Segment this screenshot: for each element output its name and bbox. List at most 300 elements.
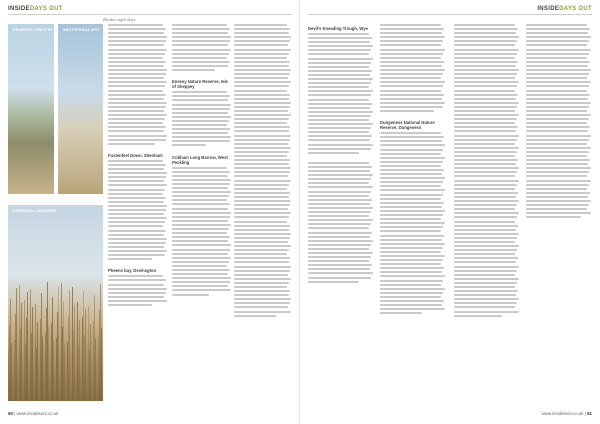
body-text-line bbox=[108, 122, 163, 124]
body-text-line bbox=[172, 277, 231, 279]
page-footer bbox=[8, 411, 58, 416]
body-text-line bbox=[234, 126, 290, 128]
body-text-line bbox=[308, 99, 369, 101]
body-text-line bbox=[172, 232, 227, 234]
body-text-line bbox=[526, 73, 589, 75]
body-text-line bbox=[234, 175, 288, 177]
body-text-line bbox=[454, 28, 518, 30]
body-text-line bbox=[380, 69, 445, 71]
body-text-line bbox=[108, 205, 167, 207]
body-text-line bbox=[234, 85, 289, 87]
body-text-line bbox=[234, 24, 287, 26]
body-text-line bbox=[108, 292, 166, 294]
paragraph-gap bbox=[108, 262, 168, 266]
body-text-line bbox=[380, 239, 442, 241]
body-text-line bbox=[108, 176, 166, 178]
body-text-line bbox=[454, 274, 515, 276]
body-text-line bbox=[308, 152, 359, 154]
body-text-line bbox=[380, 144, 445, 146]
body-text-line bbox=[308, 66, 369, 68]
body-text-line bbox=[108, 77, 164, 79]
body-text-line bbox=[108, 40, 166, 42]
body-text-line bbox=[526, 40, 589, 42]
body-text-line bbox=[108, 164, 166, 166]
body-text-line bbox=[526, 110, 587, 112]
body-text-line bbox=[172, 199, 227, 201]
body-text-line bbox=[308, 103, 372, 105]
body-text-line bbox=[234, 98, 289, 100]
body-text-line bbox=[454, 167, 519, 169]
reed-stalk bbox=[101, 328, 102, 401]
body-text-line bbox=[172, 224, 231, 226]
body-text-line bbox=[108, 69, 167, 71]
body-text-line bbox=[172, 116, 231, 118]
body-text-line bbox=[380, 110, 434, 112]
body-text-line bbox=[308, 272, 373, 274]
body-text-line bbox=[108, 73, 166, 75]
body-text-line bbox=[172, 244, 231, 246]
body-text-line bbox=[234, 118, 289, 120]
body-text-line bbox=[454, 118, 517, 120]
body-text-line bbox=[172, 294, 209, 296]
body-text-line bbox=[380, 210, 445, 212]
body-text-line bbox=[172, 281, 230, 283]
body-text-line bbox=[380, 28, 444, 30]
body-text-line bbox=[234, 40, 290, 42]
body-text-line bbox=[108, 49, 167, 51]
body-text-line bbox=[380, 226, 443, 228]
body-text-line bbox=[108, 184, 167, 186]
body-text-line bbox=[380, 194, 443, 196]
body-text-line bbox=[172, 95, 230, 97]
page-number: 60 bbox=[8, 411, 13, 416]
body-text-line bbox=[454, 53, 517, 55]
article-heading: Fustenfeel Down, Shenham bbox=[108, 152, 163, 158]
body-text-line bbox=[308, 70, 372, 72]
body-text-line bbox=[308, 45, 373, 47]
body-text-line bbox=[108, 85, 165, 87]
body-text-line bbox=[172, 24, 227, 26]
paragraph-gap bbox=[172, 149, 232, 153]
reed-stalk bbox=[74, 305, 75, 401]
reed-stalk bbox=[27, 292, 28, 401]
body-text-line bbox=[526, 139, 589, 141]
body-text-line bbox=[526, 106, 589, 108]
body-text-line bbox=[108, 118, 165, 120]
body-text-line bbox=[108, 234, 164, 236]
body-text-line bbox=[234, 261, 289, 263]
body-text-line bbox=[380, 259, 443, 261]
body-text-line bbox=[172, 208, 228, 210]
body-text-line bbox=[234, 249, 289, 251]
body-text-line bbox=[234, 130, 289, 132]
body-text-line bbox=[308, 186, 373, 188]
body-text-line bbox=[526, 28, 590, 30]
body-text-line bbox=[108, 209, 166, 211]
footer-separator: | bbox=[14, 411, 16, 416]
body-text-line bbox=[108, 98, 164, 100]
body-text-line bbox=[526, 212, 591, 214]
body-text-line bbox=[234, 212, 291, 214]
body-text-line bbox=[454, 298, 519, 300]
body-text-line bbox=[380, 275, 445, 277]
body-text-line bbox=[380, 218, 441, 220]
body-text-line bbox=[526, 65, 588, 67]
body-text-line bbox=[308, 82, 371, 84]
body-text-line bbox=[108, 300, 167, 302]
reed-stalk bbox=[21, 303, 22, 401]
body-text-line bbox=[380, 267, 444, 269]
body-text-line bbox=[308, 131, 369, 133]
body-text-line bbox=[308, 119, 369, 121]
body-text-line bbox=[526, 180, 591, 182]
body-text-line bbox=[526, 175, 587, 177]
body-text-line bbox=[308, 199, 372, 201]
body-text-line bbox=[234, 81, 291, 83]
body-text-line bbox=[172, 220, 228, 222]
body-text-line bbox=[108, 81, 167, 83]
body-text-line bbox=[172, 112, 228, 114]
body-text-line bbox=[526, 216, 581, 218]
body-text-line bbox=[108, 288, 167, 290]
body-text-line bbox=[234, 253, 287, 255]
body-text-line bbox=[526, 196, 588, 198]
body-text-line bbox=[172, 132, 228, 134]
body-text-line bbox=[380, 222, 445, 224]
body-text-line bbox=[526, 57, 587, 59]
body-text-line bbox=[308, 219, 373, 221]
body-text-line bbox=[234, 122, 287, 124]
body-text-line bbox=[454, 315, 502, 317]
body-text-line bbox=[454, 306, 515, 308]
body-text-line bbox=[308, 268, 370, 270]
body-text-line bbox=[234, 257, 290, 259]
body-text-line bbox=[108, 114, 167, 116]
body-text-line bbox=[380, 149, 443, 151]
body-text-line bbox=[234, 155, 287, 157]
body-text-line bbox=[108, 296, 164, 298]
body-text-line bbox=[380, 24, 441, 26]
body-text-line bbox=[454, 192, 518, 194]
body-text-line bbox=[380, 73, 443, 75]
body-text-line bbox=[454, 98, 516, 100]
page-number: 61 bbox=[587, 411, 592, 416]
body-text-line bbox=[380, 202, 444, 204]
body-text-line bbox=[454, 229, 516, 231]
body-text-line bbox=[234, 294, 289, 296]
body-text-line bbox=[308, 144, 373, 146]
body-text-line bbox=[380, 90, 441, 92]
body-text-line bbox=[454, 225, 518, 227]
body-text-line bbox=[172, 249, 230, 251]
body-text-line bbox=[380, 49, 445, 51]
body-text-line bbox=[380, 77, 441, 79]
body-text-line bbox=[454, 249, 517, 251]
body-text-line bbox=[526, 155, 587, 157]
body-text-line bbox=[454, 171, 517, 173]
reed-stalk bbox=[48, 326, 49, 401]
header-rule bbox=[8, 14, 292, 15]
body-text-line bbox=[526, 171, 589, 173]
body-text-line bbox=[454, 151, 517, 153]
body-text-line bbox=[380, 189, 445, 191]
body-text-line bbox=[454, 90, 515, 92]
body-text-line bbox=[234, 44, 288, 46]
body-text-line bbox=[172, 57, 227, 59]
body-text-line bbox=[108, 102, 167, 104]
body-text-line bbox=[526, 24, 587, 26]
body-text-line bbox=[454, 261, 516, 263]
body-text-line bbox=[454, 188, 515, 190]
body-text-line bbox=[454, 32, 516, 34]
text-column-7 bbox=[526, 24, 592, 221]
body-text-line bbox=[526, 208, 587, 210]
body-text-line bbox=[526, 130, 588, 132]
body-text-line bbox=[454, 130, 516, 132]
paragraph-gap bbox=[172, 73, 232, 77]
body-text-line bbox=[172, 44, 228, 46]
body-text-line bbox=[526, 200, 591, 202]
body-text-line bbox=[380, 165, 441, 167]
body-text-line bbox=[380, 153, 441, 155]
body-text-line bbox=[172, 191, 231, 193]
body-text-line bbox=[526, 114, 591, 116]
reed-stalk bbox=[53, 341, 54, 401]
section-title: Border sight days bbox=[103, 17, 136, 22]
body-text-line bbox=[526, 147, 591, 149]
body-text-line bbox=[172, 124, 227, 126]
footer-separator: | bbox=[584, 411, 586, 416]
body-text-line bbox=[172, 108, 230, 110]
body-text-line bbox=[308, 166, 372, 168]
body-text-line bbox=[454, 139, 517, 141]
body-text-line bbox=[526, 102, 591, 104]
body-text-line bbox=[234, 143, 288, 145]
body-text-line bbox=[454, 184, 517, 186]
body-text-line bbox=[308, 58, 373, 60]
body-text-line bbox=[108, 284, 164, 286]
body-text-line bbox=[234, 266, 291, 268]
body-text-line bbox=[526, 85, 589, 87]
body-text-line bbox=[172, 128, 230, 130]
body-text-line bbox=[380, 292, 443, 294]
body-text-line bbox=[380, 157, 445, 159]
magazine-brand bbox=[537, 6, 592, 12]
body-text-line bbox=[526, 167, 591, 169]
body-text-line bbox=[108, 193, 163, 195]
body-text-line bbox=[454, 110, 515, 112]
body-text-line bbox=[234, 282, 289, 284]
body-text-line bbox=[172, 49, 231, 51]
body-text-line bbox=[380, 247, 443, 249]
body-text-line bbox=[234, 159, 290, 161]
body-text-line bbox=[172, 40, 230, 42]
body-text-line bbox=[454, 278, 519, 280]
body-text-line bbox=[308, 211, 371, 213]
body-text-line bbox=[308, 170, 370, 172]
body-text-line bbox=[380, 235, 444, 237]
body-text-line bbox=[234, 311, 291, 313]
body-text-line bbox=[172, 228, 229, 230]
body-text-line bbox=[526, 90, 587, 92]
body-text-line bbox=[108, 258, 152, 260]
body-text-line bbox=[234, 180, 291, 182]
page-footer bbox=[542, 411, 592, 416]
body-text-line bbox=[108, 32, 164, 34]
body-text-line bbox=[380, 198, 441, 200]
body-text-line bbox=[234, 171, 290, 173]
body-text-line bbox=[308, 90, 373, 92]
body-text-line bbox=[526, 49, 591, 51]
body-text-line bbox=[234, 192, 290, 194]
body-text-line bbox=[308, 135, 372, 137]
brand-accent: DAYS OUT bbox=[29, 6, 63, 12]
body-text-line bbox=[380, 81, 445, 83]
body-text-line bbox=[308, 207, 373, 209]
body-text-line bbox=[454, 282, 517, 284]
body-text-line bbox=[454, 81, 519, 83]
body-text-line bbox=[380, 85, 443, 87]
body-text-line bbox=[380, 296, 441, 298]
body-text-line bbox=[454, 302, 517, 304]
body-text-line bbox=[454, 69, 519, 71]
body-text-line bbox=[454, 216, 517, 218]
body-text-line bbox=[234, 102, 291, 104]
body-text-line bbox=[108, 238, 167, 240]
body-text-line bbox=[308, 41, 370, 43]
body-text-line bbox=[172, 236, 230, 238]
body-text-line bbox=[454, 290, 518, 292]
body-text-line bbox=[108, 189, 165, 191]
body-text-line bbox=[234, 139, 290, 141]
body-text-line bbox=[172, 91, 227, 93]
text-column-2 bbox=[172, 24, 232, 298]
body-text-line bbox=[454, 159, 518, 161]
body-text-line bbox=[380, 300, 444, 302]
body-text-line bbox=[380, 40, 443, 42]
photo-1 bbox=[8, 24, 54, 194]
body-text-line bbox=[108, 160, 163, 162]
body-text-line bbox=[172, 28, 230, 30]
body-text-line bbox=[234, 49, 291, 51]
body-text-line bbox=[308, 178, 371, 180]
body-text-line bbox=[454, 245, 519, 247]
body-text-line bbox=[308, 148, 371, 150]
body-text-line bbox=[454, 253, 515, 255]
body-text-line bbox=[380, 271, 442, 273]
body-text-line bbox=[308, 37, 372, 39]
body-text-line bbox=[234, 135, 291, 137]
body-text-line bbox=[108, 201, 164, 203]
body-text-line bbox=[526, 151, 589, 153]
body-text-line bbox=[454, 57, 515, 59]
body-text-line bbox=[526, 192, 590, 194]
body-text-line bbox=[234, 65, 289, 67]
body-text-line bbox=[234, 69, 291, 71]
body-text-line bbox=[454, 126, 518, 128]
body-text-line bbox=[526, 159, 590, 161]
body-text-line bbox=[526, 53, 589, 55]
body-text-line bbox=[526, 204, 589, 206]
body-text-line bbox=[526, 135, 591, 137]
body-text-line bbox=[454, 233, 519, 235]
body-text-line bbox=[234, 77, 288, 79]
body-text-line bbox=[454, 241, 515, 243]
body-text-line bbox=[234, 200, 291, 202]
reed-stalk bbox=[11, 343, 12, 401]
reed-stalk bbox=[37, 322, 38, 401]
body-text-line bbox=[108, 279, 166, 281]
body-text-line bbox=[526, 143, 587, 145]
body-text-line bbox=[108, 217, 167, 219]
photo-2 bbox=[58, 24, 103, 194]
body-text-line bbox=[308, 111, 373, 113]
body-text-line bbox=[172, 240, 228, 242]
article-heading: Pheens bay, Devinsgton bbox=[108, 268, 157, 274]
body-text-line bbox=[308, 256, 371, 258]
body-text-line bbox=[454, 270, 517, 272]
body-text-line bbox=[308, 240, 373, 242]
body-text-line bbox=[234, 204, 290, 206]
body-text-line bbox=[454, 61, 518, 63]
body-text-line bbox=[526, 118, 589, 120]
body-text-line bbox=[234, 188, 287, 190]
body-text-line bbox=[172, 216, 230, 218]
body-text-line bbox=[234, 110, 288, 112]
body-text-line bbox=[454, 94, 518, 96]
body-text-line bbox=[526, 98, 588, 100]
body-text-line bbox=[172, 61, 230, 63]
body-text-line bbox=[308, 62, 371, 64]
body-text-line bbox=[308, 49, 371, 51]
body-text-line bbox=[108, 65, 164, 67]
body-text-line bbox=[380, 312, 422, 314]
body-text-line bbox=[454, 114, 519, 116]
text-column-1 bbox=[108, 24, 168, 308]
text-column-6 bbox=[454, 24, 520, 319]
body-text-line bbox=[454, 237, 517, 239]
paragraph-gap bbox=[380, 114, 446, 118]
body-text-line bbox=[526, 69, 591, 71]
body-text-line bbox=[108, 130, 164, 132]
body-text-line bbox=[172, 167, 227, 169]
body-text-line bbox=[454, 106, 517, 108]
body-text-line bbox=[234, 36, 291, 38]
body-text-line bbox=[308, 227, 369, 229]
body-text-line bbox=[380, 106, 443, 108]
body-text-line bbox=[380, 288, 445, 290]
body-text-line bbox=[108, 275, 163, 277]
body-text-line bbox=[454, 102, 519, 104]
body-text-line bbox=[308, 123, 373, 125]
body-text-line bbox=[108, 197, 166, 199]
body-text-line bbox=[234, 237, 290, 239]
body-text-line bbox=[380, 94, 444, 96]
body-text-line bbox=[172, 187, 228, 189]
body-text-line bbox=[308, 215, 369, 217]
body-text-line bbox=[380, 132, 441, 134]
body-text-line bbox=[234, 229, 289, 231]
body-text-line bbox=[172, 195, 229, 197]
body-text-line bbox=[172, 140, 230, 142]
body-text-line bbox=[234, 167, 291, 169]
body-text-line bbox=[108, 126, 166, 128]
text-column-3 bbox=[234, 24, 292, 319]
body-text-line bbox=[234, 278, 291, 280]
reed-stalk bbox=[58, 286, 59, 401]
body-text-line bbox=[454, 212, 519, 214]
body-text-line bbox=[526, 36, 591, 38]
